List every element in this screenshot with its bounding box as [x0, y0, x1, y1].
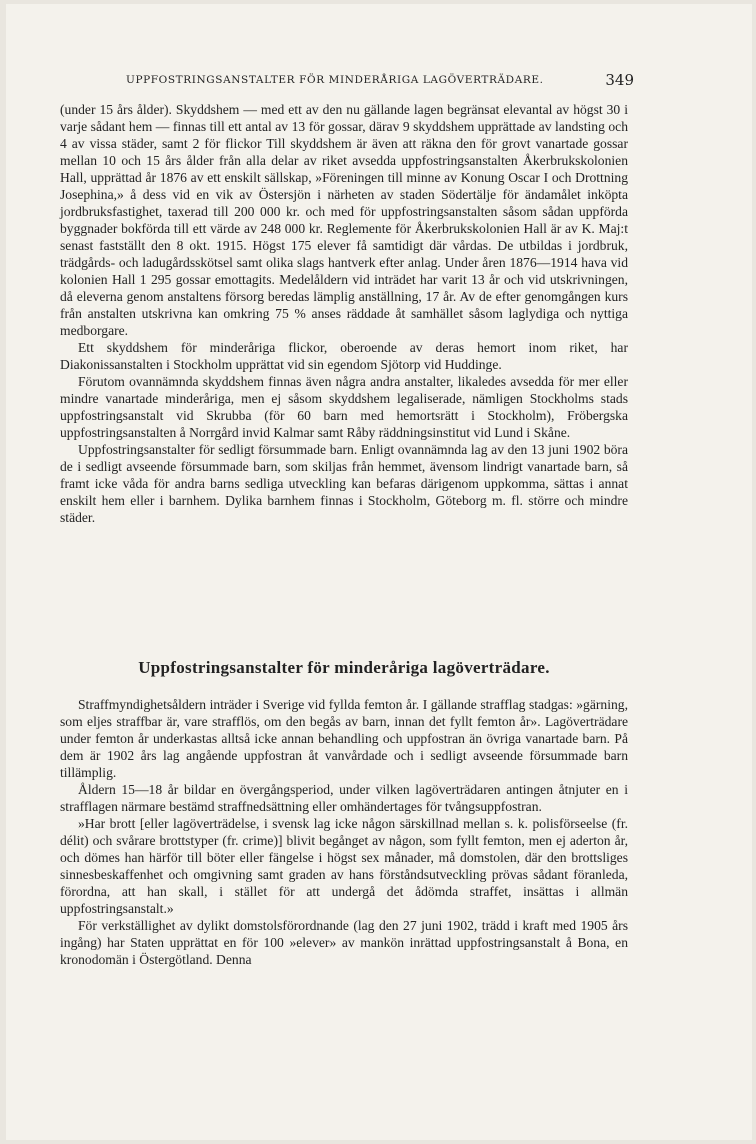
page-number: 349	[605, 71, 634, 89]
section-heading: Uppfostringsanstalter för minderåriga lagöverträdare.	[138, 658, 550, 677]
running-title: UPPFOSTRINGSANSTALTER FÖR MINDERÅRIGA LAGÖVERTRÄDARE.	[126, 74, 544, 86]
paragraph: Uppfostringsanstalter för sedligt försummade barn. Enligt ovannämnda lag av den 13 juni 1902 böra de i sedligt avseende försummade barn, som skiljas från hemmet, ävensom lindrigt vanartade barn, så framt icke våda för andra barns sedliga utveckling kan befaras därigenom uppkomma, sättas i annat enskilt hem eller i barnhem. Dylika barnhem finnas i Stockholm, Göteborg m. fl. större och mindre städer.	[60, 442, 628, 525]
paragraph: Förutom ovannämnda skyddshem finnas även några andra anstalter, likaledes avsedda för mer eller mindre vanartade minderåriga, men ej såsom skyddshem legaliserade, nämligen Stockholms stads uppfostringsanstalt vid Skrubba (för 60 barn med hemortsrätt i Stockholm), Fröbergska uppfostringsanstalten å Norrgård invid Kalmar samt Råby räddningsinstitut vid Lund i Skåne.	[60, 374, 628, 440]
paragraph: Straffmyndighetsåldern inträder i Sverige vid fyllda femton år. I gällande strafflag stadgas: »gärning, som eljes straffbar är, vare strafflös, om den begås av barn, innan det fyllt femton år». Lagöverträdare under femton år underkastas alltså icke annan behandling och uppfostran än övriga vanartade barn. På dem är 1902 års lag angående uppfostran åt vanvårdade och i sedligt avseende försummade barn tillämplig.	[60, 697, 628, 780]
page-header	[126, 71, 634, 93]
paragraph: Åldern 15—18 år bildar en övergångsperiod, under vilken lagöverträdaren antingen åtnjuter en i strafflagen närmare bestämd straffnedsättning eller omhändertages för tvångsuppfostran.	[60, 782, 628, 814]
body-text-section-1	[60, 101, 628, 526]
paragraph: Ett skyddshem för minderåriga flickor, oberoende av deras hemort inom riket, har Diakonissanstalten i Stockholm upprättat vid sin egendom Sjötorp vid Huddinge.	[60, 340, 628, 372]
paragraph: (under 15 års ålder). Skyddshem — med ett av den nu gällande lagen begränsat elevantal av högst 30 i varje sådant hem — finnas till ett antal av 13 för gossar, därav 9 skyddshem upprättade av landsting och 4 av vissa städer, samt 2 för flickor Till skyddshem är även att räkna den för grovt vanartade gossar mellan 10 och 15 års ålder från alla delar av riket avsedda uppfostringsanstalten Åkerbrukskolonien Hall, upprättad år 1876 av ett enskilt sällskap, »Föreningen till minne av Konung Oscar I och Drottning Josephina,» å dess vid en vik av Östersjön i närheten av staden Södertälje för ändamålet inköpta jordbruksfastighet, taxerad till 200 000 kr. och med för uppfostringsanstalten såsom sådan uppförda byggnader bokförda till ett värde av 248 000 kr. Reglemente för Åkerbrukskolonien Hall är av K. Maj:t senast fastställt den 8 okt. 1915. Högst 175 elever få samtidigt där vårdas. De utbildas i jordbruk, trädgårds- och ladugårdsskötsel samt olika slags hantverk efter anlag. Under åren 1876—1914 hava vid kolonien Hall 1 295 gossar emottagits. Medelåldern vid inträdet har varit 13 år och vid utskrivningen, då eleverna genom anstaltens försorg beredas lämplig anställning, 17 år. Av de efter genomgången kurs från anstalten utskrivna kan omkring 75 % anses räddade åt samhället såsom laglydiga och nyttiga medborgare.	[60, 102, 628, 338]
paragraph: För verkställighet av dylikt domstolsförordnande (lag den 27 juni 1902, trädd i kraft med 1905 års ingång) har Staten upprättat en för 100 »elever» av mankön inrättad uppfostringsanstalt å Bona, en kronodomän i Östergötland. Denna	[60, 918, 628, 967]
paragraph: »Har brott [eller lagöverträdelse, i svensk lag icke någon särskillnad mellan s. k. polisförseelse (fr. délit) och svårare brottstyper (fr. crime)] blivit begånget av någon, som fyllt femton, men ej aderton år, och dömes han härför till böter eller fängelse i högst sex månader, må domstolen, där den brottsliges sinnesbeskaffenhet och omgivning samt graden av hans förståndsutveckling prövas sådant föranleda, förordna, att han skall, i stället för att undergå det ådömda straffet, insättas i allmän uppfostringsanstalt.»	[60, 816, 628, 916]
body-text-section-2	[60, 696, 628, 968]
